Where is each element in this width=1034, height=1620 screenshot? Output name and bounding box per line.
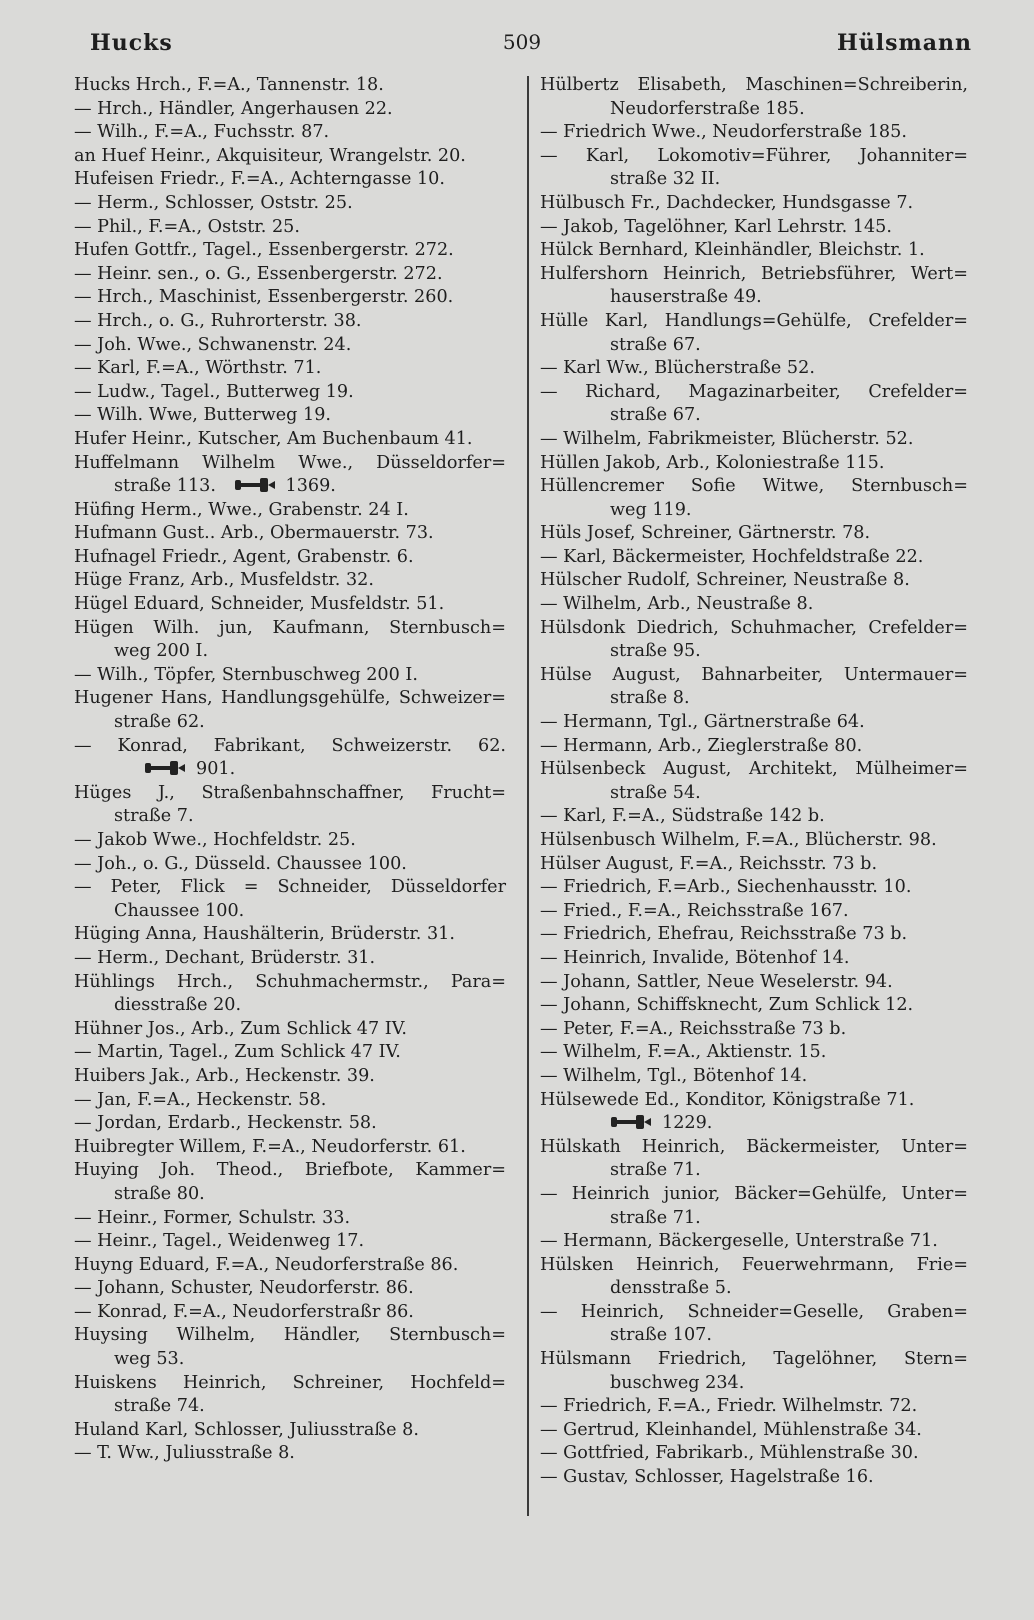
left-column-entry-line	[74, 853, 506, 877]
entry-text: Huying Joh. Theod., Briefbote, Kammer=	[74, 1160, 506, 1181]
left-column-entry-line	[74, 74, 506, 98]
left-column-entry-line	[74, 687, 506, 711]
left-column-entry-line	[74, 1136, 506, 1160]
left-column-entry-line	[74, 168, 506, 192]
right-column-entry-line	[540, 735, 968, 759]
entry-text: densstraße 5.	[610, 1278, 732, 1299]
page-number: 509	[502, 30, 542, 54]
entry-text: — Friedrich, F.=A., Friedr. Wilhelmstr. 72.	[540, 1396, 918, 1417]
right-column-entry-line	[540, 192, 968, 216]
left-column-entry-line	[74, 522, 506, 546]
telephone-icon	[144, 760, 186, 776]
left-column-entry-line	[74, 1324, 506, 1348]
right-column-entry-line	[540, 239, 968, 263]
left-column-entry-line	[74, 569, 506, 593]
left-column-entry-line	[74, 121, 506, 145]
left-column-entry-line	[74, 1277, 506, 1301]
left-column-entry-line	[74, 664, 506, 688]
entry-text: Hühner Jos., Arb., Zum Schlick 47 IV.	[74, 1018, 407, 1039]
header-right-guide-word: Hülsmann	[836, 30, 972, 56]
right-column-entry-line	[540, 98, 968, 122]
column-divider	[527, 76, 529, 1516]
right-column-entry-line	[540, 782, 968, 806]
entry-text: straße 62.	[114, 712, 205, 733]
entry-text: — Hrch., Händler, Angerhausen 22.	[74, 98, 393, 119]
entry-text: — Heinrich, Schneider=Geselle, Graben=	[540, 1301, 968, 1322]
left-column-entry-line	[74, 1419, 506, 1443]
entry-text: — Richard, Magazinarbeiter, Crefelder=	[540, 381, 968, 402]
entry-text: — Wilhelm, F.=A., Aktienstr. 15.	[540, 1042, 827, 1063]
left-column-entry-line	[74, 1183, 506, 1207]
right-column-entry-line	[540, 263, 968, 287]
left-column-entry-line	[74, 994, 506, 1018]
left-column-entry-line	[74, 1348, 506, 1372]
left-column-entry-line	[74, 782, 506, 806]
entry-text: Hülsmann Friedrich, Tagelöhner, Stern=	[540, 1349, 968, 1370]
right-column-entry-line	[540, 522, 968, 546]
entry-text: Hülsken Heinrich, Feuerwehrmann, Frie=	[540, 1254, 968, 1275]
right-column-entry-line	[540, 1136, 968, 1160]
right-column-entry-line	[540, 829, 968, 853]
entry-text: Hüges J., Straßenbahnschaffner, Frucht=	[74, 782, 506, 803]
left-column-entry-line	[74, 1395, 506, 1419]
left-column-entry-line	[74, 1442, 506, 1466]
right-column-entry-line	[540, 711, 968, 735]
left-column-entry-line	[74, 1089, 506, 1113]
right-column-entry-line	[540, 145, 968, 169]
entry-text: straße 71.	[610, 1160, 701, 1181]
right-column-entry-line	[540, 428, 968, 452]
left-column-entry-line	[74, 947, 506, 971]
entry-text: — Gustav, Schlosser, Hagelstraße 16.	[540, 1467, 874, 1488]
entry-text: Huland Karl, Schlosser, Juliusstraße 8.	[74, 1419, 419, 1440]
right-column-entry-line	[540, 381, 968, 405]
header-left-guide-word: Hucks	[90, 30, 173, 56]
entry-text: Hülsenbusch Wilhelm, F.=A., Blücherstr. 98.	[540, 830, 937, 850]
right-column-entry-line	[540, 1112, 968, 1136]
entry-text: straße 67.	[610, 405, 701, 426]
left-column-entry-line	[74, 145, 506, 169]
right-column-entry-line	[540, 1041, 968, 1065]
right-column-entry-line	[540, 1254, 968, 1278]
entry-text: Hufer Heinr., Kutscher, Am Buchenbaum 41.	[74, 428, 473, 449]
right-column-entry-line	[540, 286, 968, 310]
left-column-entry-line	[74, 428, 506, 452]
entry-text: — Wilh., Töpfer, Sternbuschweg 200 I.	[74, 664, 418, 685]
left-column-entry-line	[74, 381, 506, 405]
left-column-entry-line	[74, 1112, 506, 1136]
entry-text: Hufnagel Friedr., Agent, Grabenstr. 6.	[74, 546, 414, 567]
left-column-entry-line	[74, 640, 506, 664]
entry-text: — Heinr., Tagel., Weidenweg 17.	[74, 1231, 365, 1252]
entry-text: — Hermann, Arb., Zieglerstraße 80.	[540, 735, 863, 756]
left-column-entry-line	[74, 1301, 506, 1325]
right-column-entry-line	[540, 1395, 968, 1419]
entry-text: — Jakob Wwe., Hochfeldstr. 25.	[74, 830, 356, 850]
entry-text: Hülbertz Elisabeth, Maschinen=Schreiberin,	[540, 75, 968, 95]
entry-text: Huyng Eduard, F.=A., Neudorferstraße 86.	[74, 1254, 459, 1275]
telephone-number: 1229.	[662, 1113, 713, 1134]
entry-text: — Wilhelm, Arb., Neustraße 8.	[540, 594, 814, 615]
left-column-entry-line	[74, 286, 506, 310]
left-column-entry-line	[74, 1230, 506, 1254]
entry-text: hauserstraße 49.	[610, 287, 762, 308]
entry-text: — Wilh., F.=A., Fuchsstr. 87.	[74, 122, 330, 143]
right-column-entry-line	[540, 1442, 968, 1466]
entry-text: — Martin, Tagel., Zum Schlick 47 IV.	[74, 1042, 401, 1063]
left-column-entry-line	[74, 263, 506, 287]
right-column-entry-line	[540, 1419, 968, 1443]
right-column-entry-line	[540, 1277, 968, 1301]
entry-text: straße 67.	[610, 334, 701, 355]
left-column-entry-line	[74, 334, 506, 358]
entry-text: — Gottfried, Fabrikarb., Mühlenstraße 30.	[540, 1443, 919, 1464]
right-column-entry-line	[540, 805, 968, 829]
right-column-entry-line	[540, 971, 968, 995]
entry-text: straße 113.	[114, 476, 216, 497]
entry-text: Hüls Josef, Schreiner, Gärtnerstr. 78.	[540, 523, 871, 544]
entry-text: — Hrch., Maschinist, Essenbergerstr. 260.	[74, 287, 454, 308]
right-column-entry-line	[540, 569, 968, 593]
right-column-entry-line	[540, 1159, 968, 1183]
right-column-entry-line	[540, 923, 968, 947]
entry-text: Hülsdonk Diedrich, Schuhmacher, Crefelder=	[540, 617, 968, 638]
telephone-icon	[610, 1114, 652, 1130]
entry-text: — Karl, F.=A., Wörthstr. 71.	[74, 358, 322, 379]
left-column-entry-line	[74, 216, 506, 240]
entry-text: — Konrad, F.=A., Neudorferstraßr 86.	[74, 1301, 414, 1322]
entry-text: — Herm., Dechant, Brüderstr. 31.	[74, 947, 376, 968]
left-column-entry-line	[74, 98, 506, 122]
left-column-entry-line	[74, 1372, 506, 1396]
entry-text: — Heinrich junior, Bäcker=Gehülfe, Unter=	[540, 1183, 968, 1204]
entry-text: — Karl, F.=A., Südstraße 142 b.	[540, 806, 825, 827]
entry-text: — Wilhelm, Fabrikmeister, Blücherstr. 52.	[540, 428, 914, 449]
entry-text: — Heinr., Former, Schulstr. 33.	[74, 1207, 351, 1228]
entry-text: Hüllen Jakob, Arb., Koloniestraße 115.	[540, 452, 885, 473]
left-column-entry-line	[74, 735, 506, 759]
entry-text: Hülskath Heinrich, Bäckermeister, Unter=	[540, 1136, 968, 1157]
right-column-entry-line	[540, 640, 968, 664]
left-column-entry-line	[74, 1159, 506, 1183]
entry-text: — Gertrud, Kleinhandel, Mühlenstraße 34.	[540, 1419, 922, 1440]
entry-text: — Hermann, Bäckergeselle, Unterstraße 71.	[540, 1231, 938, 1252]
entry-text: — Heinr. sen., o. G., Essenbergerstr. 272.	[74, 263, 443, 284]
right-column-entry-line	[540, 357, 968, 381]
left-column-entry-line	[74, 357, 506, 381]
right-column-entry-line	[540, 499, 968, 523]
left-column-entry-line	[74, 711, 506, 735]
entry-text: — Jordan, Erdarb., Heckenstr. 58.	[74, 1113, 377, 1134]
entry-text: — Joh., o. G., Düsseld. Chaussee 100.	[74, 853, 407, 874]
right-column-entry-line	[540, 994, 968, 1018]
entry-text: buschweg 234.	[610, 1372, 745, 1393]
entry-text: Huibers Jak., Arb., Heckenstr. 39.	[74, 1065, 375, 1086]
entry-text: straße 7.	[114, 806, 194, 827]
right-column-entry-line	[540, 1089, 968, 1113]
entry-text: — Hrch., o. G., Ruhrorterstr. 38.	[74, 310, 362, 331]
entry-text: — Friedrich Wwe., Neudorferstraße 185.	[540, 122, 907, 143]
entry-text: — Karl, Bäckermeister, Hochfeldstraße 22.	[540, 546, 924, 567]
entry-text: straße 54.	[610, 782, 701, 803]
left-column-entry-line	[74, 971, 506, 995]
right-column-entry-line	[540, 121, 968, 145]
entry-text: — Fried., F.=A., Reichsstraße 167.	[540, 900, 849, 921]
entry-text: Hülle Karl, Handlungs=Gehülfe, Crefelder=	[540, 310, 968, 331]
entry-text: Hülsenbeck August, Architekt, Mülheimer=	[540, 759, 968, 780]
entry-text: — Jakob, Tagelöhner, Karl Lehrstr. 145.	[540, 216, 892, 237]
right-column	[540, 74, 968, 1490]
right-column-entry-line	[540, 900, 968, 924]
entry-text: Hufmann Gust.. Arb., Obermauerstr. 73.	[74, 523, 434, 544]
entry-text: Hüfing Herm., Wwe., Grabenstr. 24 I.	[74, 499, 409, 520]
left-column-entry-line	[74, 923, 506, 947]
left-column-entry-line	[74, 404, 506, 428]
entry-text: straße 8.	[610, 688, 690, 709]
entry-text: Hügel Eduard, Schneider, Musfeldstr. 51.	[74, 594, 445, 615]
entry-text: Hufeisen Friedr., F.=A., Achterngasse 10.	[74, 169, 445, 190]
entry-text: diesstraße 20.	[114, 995, 242, 1016]
left-column-entry-line	[74, 900, 506, 924]
telephone-number: 1369.	[285, 476, 336, 497]
right-column-entry-line	[540, 1018, 968, 1042]
right-column-entry-line	[540, 1183, 968, 1207]
entry-text: Hüge Franz, Arb., Musfeldstr. 32.	[74, 570, 374, 591]
running-head	[72, 30, 972, 60]
entry-text: straße 32 II.	[610, 169, 721, 190]
left-column-entry-line	[74, 876, 506, 900]
left-column-entry-line	[74, 593, 506, 617]
right-column-entry-line	[540, 1348, 968, 1372]
telephone-icon	[234, 477, 276, 493]
entry-text: — Friedrich, Ehefrau, Reichsstraße 73 b.	[540, 924, 908, 945]
entry-text: Hülse August, Bahnarbeiter, Untermauer=	[540, 664, 968, 685]
entry-text: Hügen Wilh. jun, Kaufmann, Sternbusch=	[74, 617, 506, 638]
left-column-entry-line	[74, 452, 506, 476]
right-column-entry-line	[540, 310, 968, 334]
right-column-entry-line	[540, 452, 968, 476]
entry-text: — Hermann, Tgl., Gärtnerstraße 64.	[540, 712, 865, 733]
entry-text: Hülsewede Ed., Konditor, Königstraße 71.	[540, 1089, 915, 1110]
entry-text: — T. Ww., Juliusstraße 8.	[74, 1443, 295, 1464]
entry-text: Huysing Wilhelm, Händler, Sternbusch=	[74, 1325, 506, 1346]
entry-text: weg 200 I.	[114, 641, 209, 662]
entry-text: Chaussee 100.	[114, 900, 245, 921]
entry-text: Neudorferstraße 185.	[610, 98, 805, 119]
entry-text: — Friedrich, F.=Arb., Siechenhausstr. 10.	[540, 877, 912, 898]
entry-text: — Konrad, Fabrikant, Schweizerstr. 62.	[74, 735, 506, 756]
right-column-entry-line	[540, 876, 968, 900]
left-column-entry-line	[74, 758, 506, 782]
entry-text: — Karl Ww., Blücherstraße 52.	[540, 358, 815, 379]
left-column	[74, 74, 506, 1466]
entry-text: Hüllencremer Sofie Witwe, Sternbusch=	[540, 476, 968, 497]
entry-text: weg 53.	[114, 1349, 185, 1370]
entry-text: Hülck Bernhard, Kleinhändler, Bleichstr. 1.	[540, 240, 925, 261]
entry-text: — Jan, F.=A., Heckenstr. 58.	[74, 1089, 327, 1110]
entry-text: — Joh. Wwe., Schwanenstr. 24.	[74, 334, 352, 355]
entry-text: — Phil., F.=A., Oststr. 25.	[74, 216, 300, 237]
left-column-entry-line	[74, 829, 506, 853]
right-column-entry-line	[540, 687, 968, 711]
entry-text: weg 119.	[610, 499, 692, 520]
entry-text: — Johann, Sattler, Neue Weselerstr. 94.	[540, 971, 893, 992]
entry-text: Hülser August, F.=A., Reichsstr. 73 b.	[540, 853, 878, 874]
entry-text: straße 107.	[610, 1325, 712, 1346]
entry-text: — Herm., Schlosser, Oststr. 25.	[74, 192, 353, 213]
left-column-entry-line	[74, 239, 506, 263]
entry-text: — Peter, Flick = Schneider, Düsseldorfer	[74, 877, 506, 898]
entry-text: — Wilh. Wwe, Butterweg 19.	[74, 405, 331, 426]
right-column-entry-line	[540, 334, 968, 358]
right-column-entry-line	[540, 475, 968, 499]
entry-text: straße 74.	[114, 1396, 205, 1417]
left-column-entry-line	[74, 499, 506, 523]
entry-text: Huffelmann Wilhelm Wwe., Düsseldorfer=	[74, 452, 506, 473]
right-column-entry-line	[540, 546, 968, 570]
left-column-entry-line	[74, 1041, 506, 1065]
entry-text: straße 95.	[610, 641, 701, 662]
entry-text: Hülscher Rudolf, Schreiner, Neustraße 8.	[540, 570, 910, 591]
right-column-entry-line	[540, 216, 968, 240]
left-column-entry-line	[74, 192, 506, 216]
right-column-entry-line	[540, 758, 968, 782]
telephone-number: 901.	[196, 759, 236, 780]
right-column-entry-line	[540, 168, 968, 192]
entry-text: straße 71.	[610, 1207, 701, 1228]
entry-text: Hulfershorn Heinrich, Betriebsführer, Wert=	[540, 263, 968, 284]
right-column-entry-line	[540, 853, 968, 877]
entry-text: — Ludw., Tagel., Butterweg 19.	[74, 381, 354, 402]
right-column-entry-line	[540, 74, 968, 98]
entry-text: Hufen Gottfr., Tagel., Essenbergerstr. 272.	[74, 240, 454, 261]
left-column-entry-line	[74, 546, 506, 570]
right-column-entry-line	[540, 664, 968, 688]
entry-text: Hucks Hrch., F.=A., Tannenstr. 18.	[74, 75, 384, 95]
right-column-entry-line	[540, 1207, 968, 1231]
entry-text: — Peter, F.=A., Reichsstraße 73 b.	[540, 1018, 847, 1039]
left-column-entry-line	[74, 475, 506, 499]
right-column-entry-line	[540, 1466, 968, 1490]
right-column-entry-line	[540, 617, 968, 641]
right-column-entry-line	[540, 1230, 968, 1254]
entry-text: Hugener Hans, Handlungsgehülfe, Schweizer=	[74, 688, 506, 709]
right-column-entry-line	[540, 947, 968, 971]
entry-text: Hühlings Hrch., Schuhmachermstr., Para=	[74, 971, 506, 992]
left-column-entry-line	[74, 617, 506, 641]
right-column-entry-line	[540, 404, 968, 428]
entry-text: Huibregter Willem, F.=A., Neudorferstr. 61.	[74, 1136, 466, 1157]
entry-text: — Heinrich, Invalide, Bötenhof 14.	[540, 947, 850, 968]
left-column-entry-line	[74, 1207, 506, 1231]
right-column-entry-line	[540, 593, 968, 617]
entry-text: — Wilhelm, Tgl., Bötenhof 14.	[540, 1065, 808, 1086]
entry-text: Hüging Anna, Haushälterin, Brüderstr. 31.	[74, 924, 455, 945]
entry-text: — Johann, Schuster, Neudorferstr. 86.	[74, 1278, 414, 1299]
entry-text: — Johann, Schiffsknecht, Zum Schlick 12.	[540, 995, 914, 1016]
entry-text: straße 80.	[114, 1183, 205, 1204]
entry-text: — Karl, Lokomotiv=Führer, Johanniter=	[540, 145, 968, 166]
left-column-entry-line	[74, 805, 506, 829]
right-column-entry-line	[540, 1301, 968, 1325]
left-column-entry-line	[74, 310, 506, 334]
entry-text: Huiskens Heinrich, Schreiner, Hochfeld=	[74, 1372, 506, 1393]
left-column-entry-line	[74, 1018, 506, 1042]
entry-text: Hülbusch Fr., Dachdecker, Hundsgasse 7.	[540, 192, 914, 213]
right-column-entry-line	[540, 1324, 968, 1348]
right-column-entry-line	[540, 1372, 968, 1396]
left-column-entry-line	[74, 1065, 506, 1089]
right-column-entry-line	[540, 1065, 968, 1089]
entry-text: an Huef Heinr., Akquisiteur, Wrangelstr. 20.	[74, 145, 466, 166]
left-column-entry-line	[74, 1254, 506, 1278]
